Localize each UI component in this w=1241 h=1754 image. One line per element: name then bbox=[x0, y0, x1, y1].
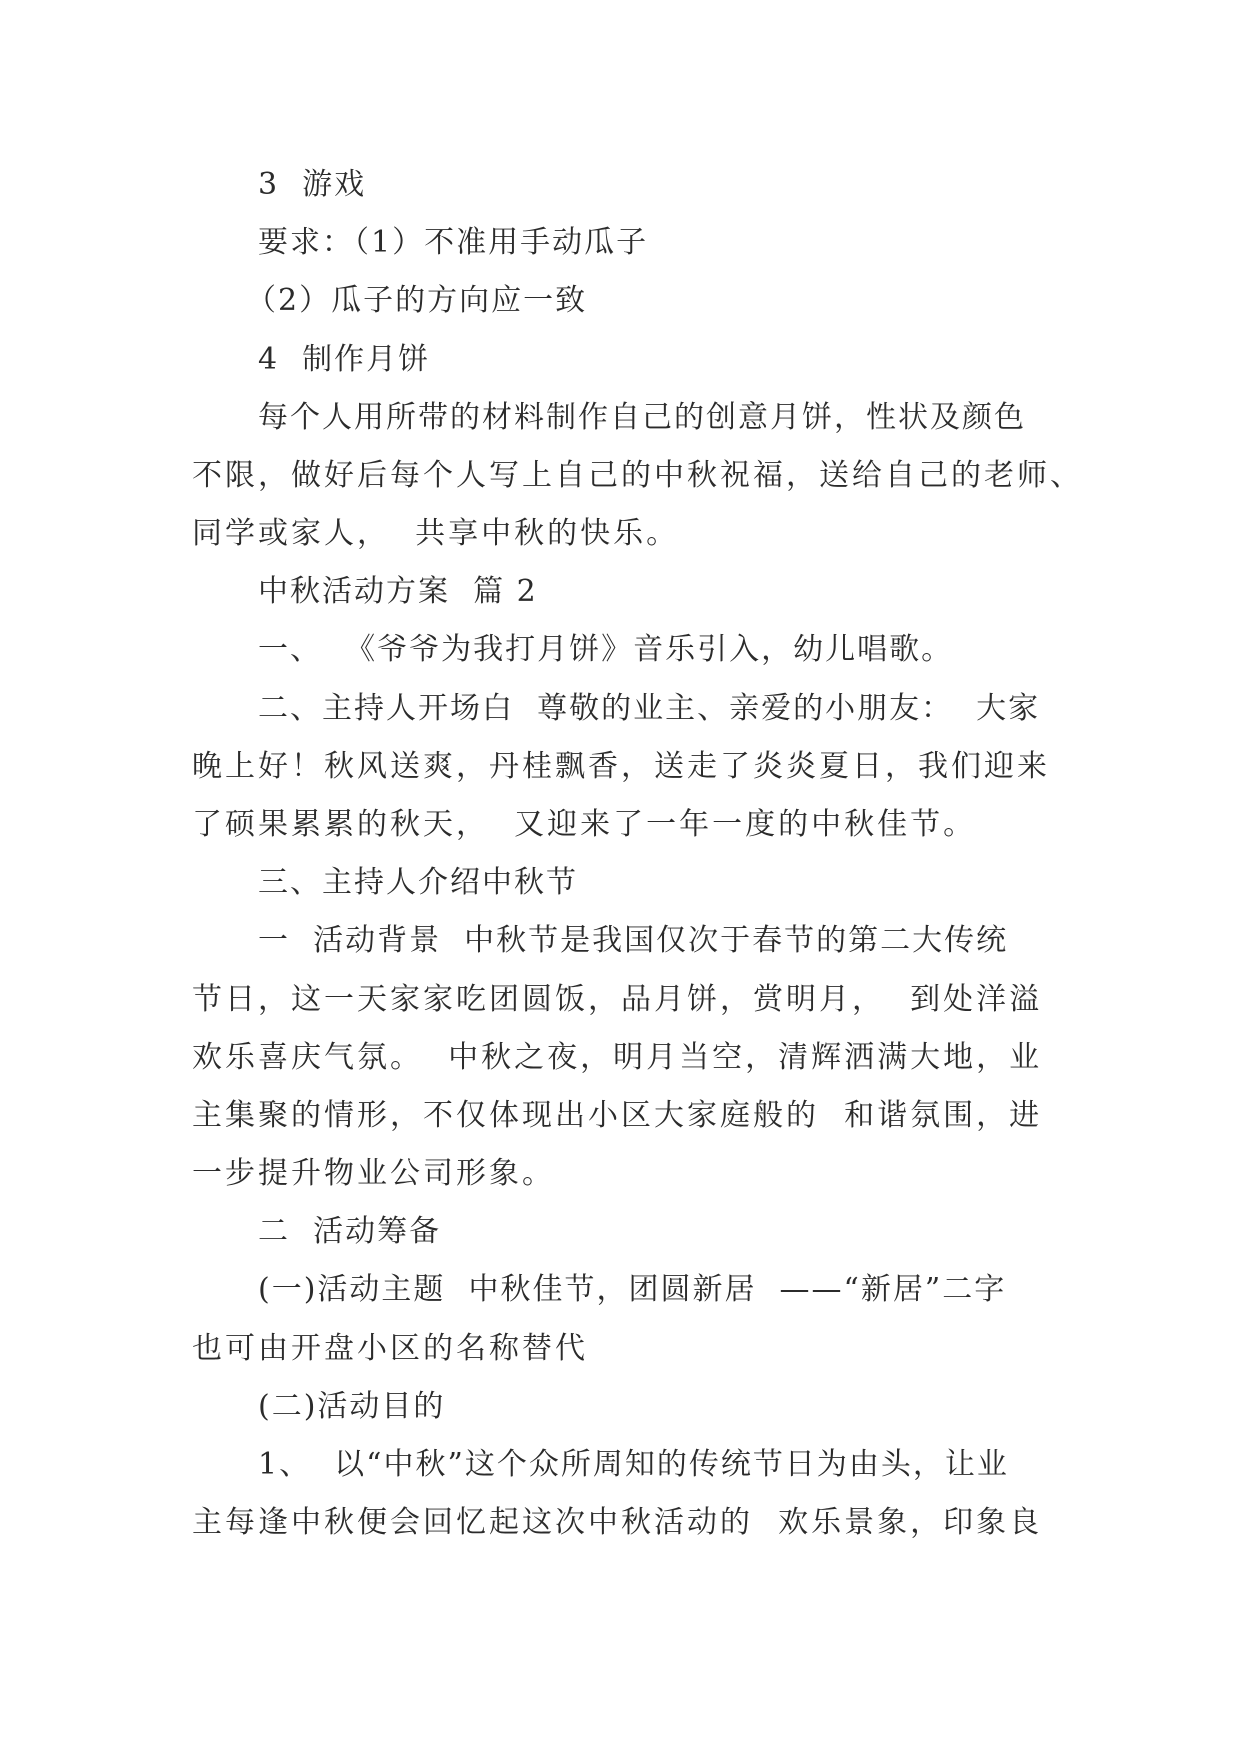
paragraph-line: 欢乐喜庆气氛。 中秋之夜，明月当空，清辉洒满大地，业 bbox=[192, 1040, 1043, 1075]
section-heading-preparation: 二 活动筹备 bbox=[258, 1214, 442, 1249]
paragraph-line: （2）瓜子的方向应一致 bbox=[246, 283, 588, 318]
paragraph-line: (一)活动主题 中秋佳节，团圆新居 ——“新居”二字 bbox=[258, 1272, 1007, 1307]
paragraph-line: 不限，做好后每个人写上自己的中秋祝福，送给自己的老师、 bbox=[192, 458, 1083, 493]
paragraph-line: 三、主持人介绍中秋节 bbox=[258, 865, 578, 900]
paragraph-line: 一步提升物业公司形象。 bbox=[192, 1156, 555, 1191]
paragraph-line: 也可由开盘小区的名称替代 bbox=[192, 1331, 588, 1366]
paragraph-line: 同学或家人， 共享中秋的快乐。 bbox=[192, 516, 680, 551]
paragraph-line: 一 活动背景 中秋节是我国仅次于春节的第二大传统 bbox=[258, 923, 1009, 958]
paragraph-line: 了硕果累累的秋天， 又迎来了一年一度的中秋佳节。 bbox=[192, 807, 977, 842]
paragraph-line: 主集聚的情形，不仅体现出小区大家庭般的 和谐氛围，进 bbox=[192, 1098, 1043, 1133]
paragraph-line: 二、主持人开场白 尊敬的业主、亲爱的小朋友： 大家 bbox=[258, 691, 1041, 726]
paragraph-line: 主每逢中秋便会回忆起这次中秋活动的 欢乐景象，印象良 bbox=[192, 1505, 1043, 1540]
section-heading-mooncake: 4 制作月饼 bbox=[258, 342, 431, 377]
paragraph-line: 一、 《爷爷为我打月饼》音乐引入，幼儿唱歌。 bbox=[258, 632, 954, 667]
paragraph-line: 节日，这一天家家吃团圆饭，品月饼，赏明月， 到处洋溢 bbox=[192, 982, 1043, 1017]
paragraph-line: 晚上好！秋风送爽，丹桂飘香，送走了炎炎夏日，我们迎来 bbox=[192, 749, 1050, 784]
section-heading-game: 3 游戏 bbox=[258, 167, 367, 202]
paragraph-line: 要求：（1）不准用手动瓜子 bbox=[258, 225, 649, 260]
document-heading: 中秋活动方案 篇 2 bbox=[258, 574, 538, 609]
paragraph-line: 1、 以“中秋”这个众所周知的传统节日为由头，让业 bbox=[258, 1447, 1009, 1482]
paragraph-line: (二)活动目的 bbox=[258, 1389, 446, 1424]
paragraph-line: 每个人用所带的材料制作自己的创意月饼，性状及颜色 bbox=[258, 400, 1026, 435]
